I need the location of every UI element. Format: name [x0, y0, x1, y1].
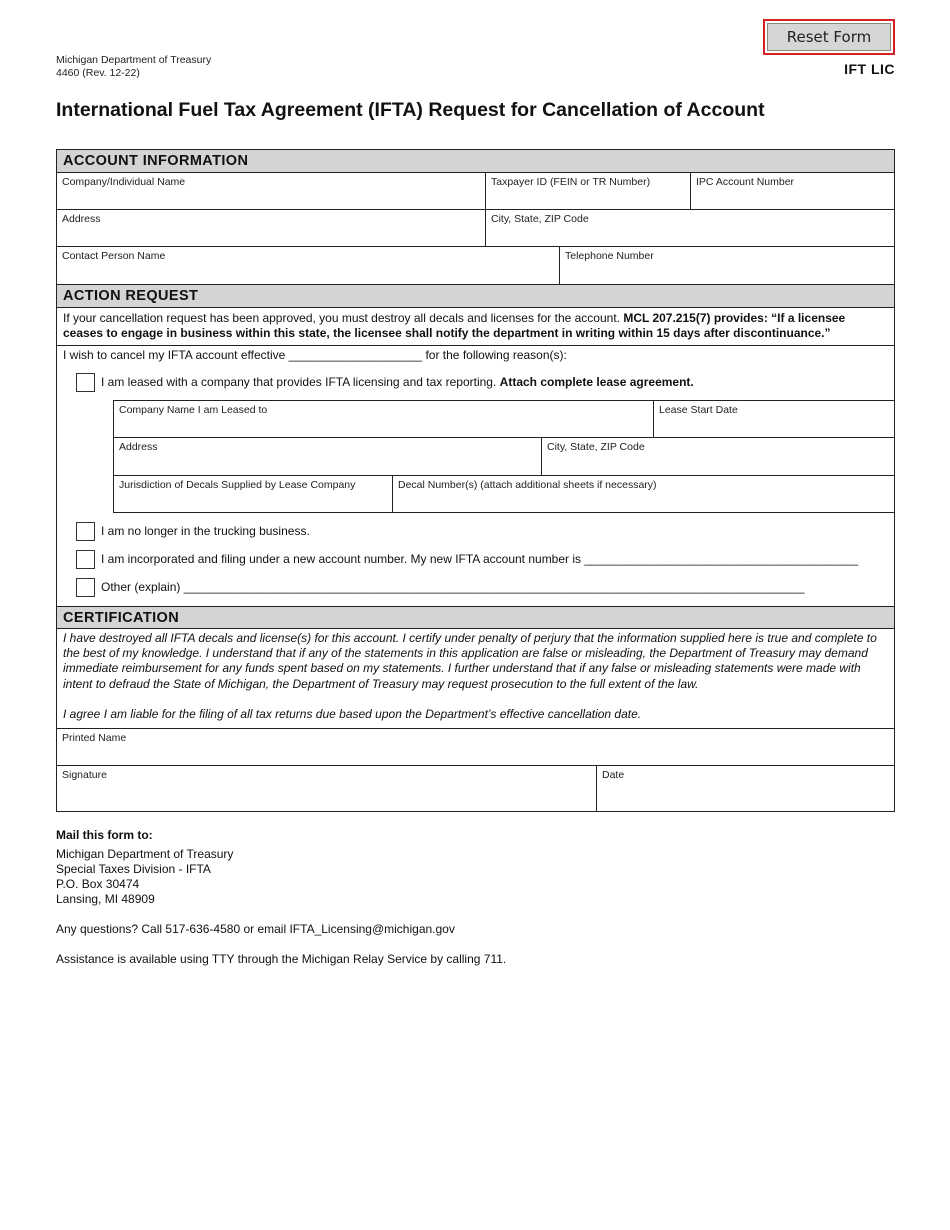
lease-start-field [654, 401, 894, 438]
reset-form-button[interactable]: Reset Form [763, 19, 895, 55]
reason-no-longer-trucking-checkbox[interactable] [76, 522, 95, 541]
telephone-field [560, 247, 894, 285]
certification-statement [63, 631, 891, 737]
reason-other-label: Other (explain) _____________________________________________________________________________________________ [101, 580, 805, 594]
page-title: International Fuel Tax Agreement (IFTA) Request for Cancellation of Account [56, 99, 765, 121]
decal-numbers-input[interactable] [397, 493, 890, 509]
action-intro-statute: MCL 207.215(7) provides: “If a licensee [623, 311, 846, 325]
printed-name-label: Printed Name [62, 732, 127, 744]
address-input[interactable] [61, 227, 481, 243]
divider [57, 345, 894, 346]
city-state-zip-input[interactable] [490, 227, 890, 243]
ipc-account-input[interactable] [695, 190, 890, 206]
lease-company-input[interactable] [118, 418, 649, 434]
jurisdiction-input[interactable] [118, 493, 388, 509]
lease-start-input[interactable] [658, 418, 890, 434]
jurisdiction-label: Jurisdiction of Decals Supplied by Lease Company [119, 479, 356, 491]
telephone-label: Telephone Number [565, 250, 654, 262]
department-info [56, 54, 211, 80]
taxpayer-id-input[interactable] [490, 190, 686, 206]
reason-leased-attach-note: Attach complete lease agreement. [499, 375, 694, 389]
form-code: IFT LIC [844, 61, 895, 77]
company-name-input[interactable] [61, 190, 481, 206]
lease-details-table [113, 400, 894, 513]
telephone-input[interactable] [564, 265, 890, 281]
address-field [57, 210, 486, 247]
contact-person-input[interactable] [61, 265, 555, 281]
form-revision: 4460 (Rev. 12-22) [56, 67, 140, 79]
decal-numbers-label: Decal Number(s) (attach additional sheets if necessary) [398, 479, 657, 491]
action-intro [63, 311, 891, 341]
taxpayer-id-label: Taxpayer ID (FEIN or TR Number) [491, 176, 651, 188]
signature-label: Signature [62, 769, 107, 781]
decal-numbers-field [393, 476, 894, 513]
lease-start-label: Lease Start Date [659, 404, 738, 416]
lease-company-field [114, 401, 654, 438]
company-name-label: Company/Individual Name [62, 176, 186, 188]
contact-person-label: Contact Person Name [62, 250, 166, 262]
reason-new-account-checkbox[interactable] [76, 550, 95, 569]
reason-leased-checkbox[interactable] [76, 373, 95, 392]
signature-field [57, 766, 597, 811]
action-intro-statute-cont: ceases to engage in business within this state, the licensee shall notify the department in writing within 15 days after discontinuance.” [63, 326, 831, 340]
ipc-account-field [691, 173, 894, 210]
questions-contact: Any questions? Call 517-636-4580 or email IFTA_Licensing@michigan.gov [56, 922, 455, 936]
reason-new-account-label: I am incorporated and filing under a new account number. My new IFTA account number is _________________________________________ [101, 552, 858, 566]
lease-address-label: Address [119, 441, 158, 453]
lease-address-input[interactable] [118, 456, 537, 472]
tty-assistance: Assistance is available using TTY through the Michigan Relay Service by calling 711. [56, 952, 507, 966]
mailing-instructions [56, 828, 506, 967]
date-field [597, 766, 894, 811]
certification-paragraph: I have destroyed all IFTA decals and license(s) for this account. I certify under penalty of perjury that the information supplied here is true and complete to the best of my knowledge. I understand that if any of the statements in this application are false or misleading, the Department of Treasury may demand immediate reimbursement for any funds spent based on my statements. I further understand that if any false or misleading statements were made with intent to defraud the State of Michigan, the Department of Treasury may request prosecution to the full extent of the law. [63, 631, 877, 691]
reason-other-checkbox[interactable] [76, 578, 95, 597]
cancellation-form [56, 149, 895, 812]
printed-name-input[interactable] [61, 746, 890, 762]
date-input[interactable] [601, 792, 890, 808]
taxpayer-id-field [486, 173, 691, 210]
cancel-effective-line: I wish to cancel my IFTA account effective ____________________ for the following reason(s): [63, 348, 567, 362]
reason-leased-label: I am leased with a company that provides IFTA licensing and tax reporting. [101, 375, 497, 389]
lease-city-label: City, State, ZIP Code [547, 441, 645, 453]
city-state-zip-label: City, State, ZIP Code [491, 213, 589, 225]
mail-address-line: Michigan Department of Treasury [56, 847, 234, 861]
reason-no-longer-trucking-label: I am no longer in the trucking business. [101, 524, 310, 538]
mail-address-line: Special Taxes Division - IFTA [56, 862, 211, 876]
date-label: Date [602, 769, 625, 781]
printed-name-field [57, 729, 894, 766]
ipc-account-label: IPC Account Number [696, 176, 795, 188]
mail-address-line: P.O. Box 30474 [56, 877, 140, 891]
address-label: Address [62, 213, 101, 225]
contact-person-field [57, 247, 560, 285]
signature-input[interactable] [61, 792, 592, 808]
lease-city-input[interactable] [546, 456, 890, 472]
liability-paragraph: I agree I am liable for the filing of all tax returns due based upon the Department’s effective cancellation date. [63, 706, 642, 721]
action-intro-text: If your cancellation request has been approved, you must destroy all decals and licenses for the account. [63, 311, 620, 325]
mail-address-line: Lansing, MI 48909 [56, 892, 155, 906]
lease-address-field [114, 438, 542, 476]
mail-title: Mail this form to: [56, 828, 153, 842]
action-request-heading: ACTION REQUEST [57, 285, 894, 308]
department-name: Michigan Department of Treasury [56, 54, 212, 66]
lease-company-label: Company Name I am Leased to [119, 404, 268, 416]
certification-heading: CERTIFICATION [57, 606, 894, 629]
account-information-heading: ACCOUNT INFORMATION [57, 150, 894, 173]
city-state-zip-field [486, 210, 894, 247]
reason-leased-text [101, 375, 694, 390]
lease-city-field [542, 438, 894, 476]
company-name-field [57, 173, 486, 210]
jurisdiction-field [114, 476, 393, 513]
